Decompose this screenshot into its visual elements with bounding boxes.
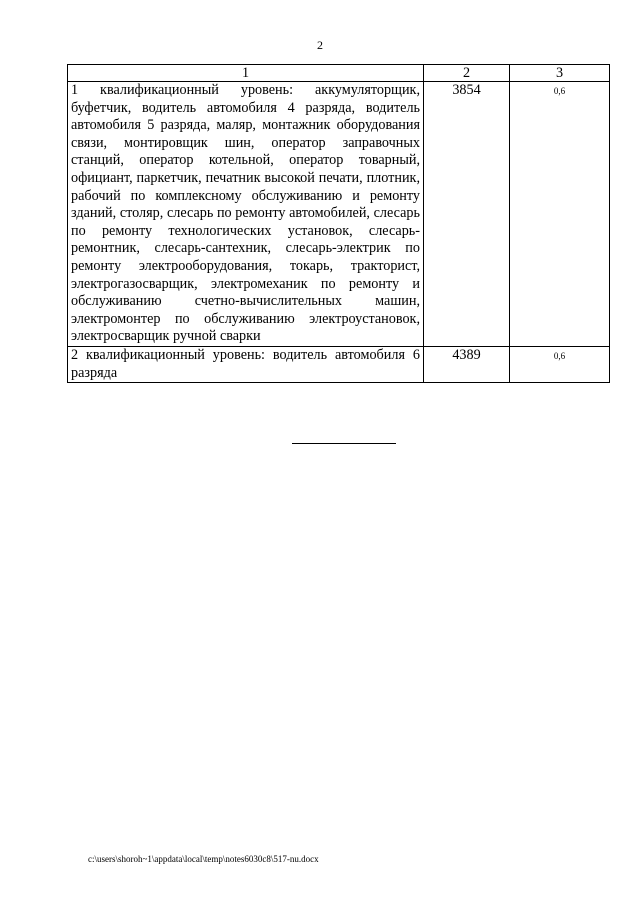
footer-file-path: c:\users\shoroh~1\appdata\local\temp\notes6030c8\517-nu.docx	[88, 854, 319, 864]
column-header-2: 2	[424, 65, 510, 82]
column-header-3: 3	[510, 65, 610, 82]
page-number: 2	[317, 38, 323, 52]
qualification-table	[67, 64, 610, 383]
qualification-level-1-salary: 3854	[424, 82, 510, 347]
column-header-1: 1	[68, 65, 424, 82]
end-divider-line	[292, 443, 396, 444]
qualification-level-2-salary: 4389	[424, 346, 510, 382]
qualification-level-1-coefficient: 0,6	[510, 82, 610, 347]
qualification-level-1-description: 1 квалификационный уровень: аккумуляторщик, буфетчик, водитель автомобиля 4 разряда, водитель автомобиля 5 разряда, маляр, монтажник оборудования связи, монтировщик шин, оператор заправочных станций, оператор котельной, оператор товарный, официант, паркетчик, печатник высокой печати, плотник, рабочий по комплексному обслуживанию и ремонту зданий, столяр, слесарь по ремонту автомобилей, слесарь по ремонту технологических установок, слесарь-ремонтник, слесарь-сантехник, слесарь-электрик по ремонту электрооборудования, токарь, тракторист, электрогазосварщик, электромеханик по ремонту и обслуживанию счетно-вычислительных машин, электромонтер по обслуживанию электроустановок, электросварщик ручной сварки	[68, 82, 424, 347]
table-row	[68, 346, 610, 382]
table-header-row	[68, 65, 610, 82]
qualification-level-2-coefficient: 0,6	[510, 346, 610, 382]
table-row	[68, 82, 610, 347]
qualification-level-2-description: 2 квалификационный уровень: водитель автомобиля 6 разряда	[68, 346, 424, 382]
